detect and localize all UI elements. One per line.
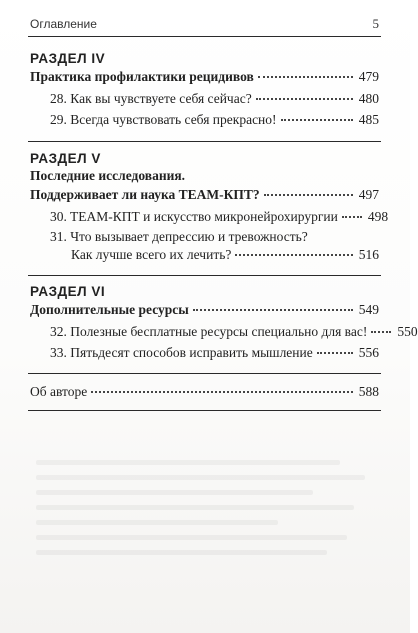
entry-page: 480 (358, 91, 379, 106)
toc-entry-chapter-28[interactable] (50, 90, 379, 108)
entry-page: 498 (367, 209, 389, 224)
section-label-vi: РАЗДЕЛ VI (30, 284, 106, 299)
section-divider (28, 275, 381, 276)
section-divider (28, 410, 381, 411)
entry-page: 550 (397, 324, 418, 339)
entry-page: 549 (358, 302, 379, 317)
dot-leader (256, 98, 353, 100)
header-rule (28, 36, 381, 37)
entry-title: Практика профилактики рецидивов (30, 69, 254, 84)
dot-leader (342, 216, 362, 218)
dot-leader (91, 391, 353, 393)
entry-title: Как лучше всего их лечить? (71, 247, 232, 262)
dot-leader (258, 76, 353, 78)
show-through-texture (36, 450, 382, 623)
section-label-v: РАЗДЕЛ V (30, 151, 101, 166)
entry-title: Дополнительные ресурсы (30, 302, 189, 317)
entry-page: 556 (358, 345, 379, 360)
dot-leader (264, 194, 353, 196)
toc-entry-part-v[interactable] (30, 186, 379, 204)
dot-leader (235, 254, 352, 256)
section-divider (28, 373, 381, 374)
toc-entry-chapter-29[interactable] (50, 111, 379, 129)
entry-page: 588 (358, 384, 379, 399)
entry-title: 29. Всегда чувствовать себя прекрасно! (50, 112, 277, 127)
toc-entry-part-iv[interactable] (30, 68, 379, 86)
dot-leader (371, 331, 391, 333)
entry-title: 30. TEAM-КПТ и искусство микронейрохирургии (50, 209, 338, 224)
entry-title: 32. Полезные бесплатные ресурсы специально для вас! (50, 324, 368, 339)
toc-entry-about-author[interactable] (30, 383, 379, 401)
entry-page: 516 (358, 247, 379, 262)
section-label-iv: РАЗДЕЛ IV (30, 51, 106, 66)
header-page-number: 5 (372, 16, 379, 31)
entry-title: Поддерживает ли наука TEAM-КПТ? (30, 187, 260, 202)
dot-leader (193, 309, 353, 311)
toc-entry-part-vi[interactable] (30, 301, 379, 319)
entry-title: Об авторе (30, 384, 88, 399)
entry-title: 28. Как вы чувствуете себя сейчас? (50, 91, 252, 106)
header-title: Оглавление (30, 17, 97, 31)
dot-leader (281, 119, 353, 121)
entry-page: 485 (358, 112, 379, 127)
running-header (30, 16, 379, 32)
part-v-title-line1: Последние исследования. (30, 168, 186, 183)
dot-leader (317, 352, 353, 354)
section-divider (28, 141, 381, 142)
entry-title: 33. Пятьдесят способов исправить мышление (50, 345, 313, 360)
entry-page: 497 (358, 187, 379, 202)
toc-entry-chapter-31[interactable] (71, 246, 379, 264)
entry-page: 479 (358, 69, 379, 84)
toc-entry-chapter-30[interactable] (50, 208, 389, 226)
toc-entry-chapter-33[interactable] (50, 344, 379, 362)
toc-entry-chapter-32[interactable] (50, 323, 418, 341)
chapter-31-line1[interactable]: 31. Что вызывает депрессию и тревожность? (50, 229, 308, 244)
